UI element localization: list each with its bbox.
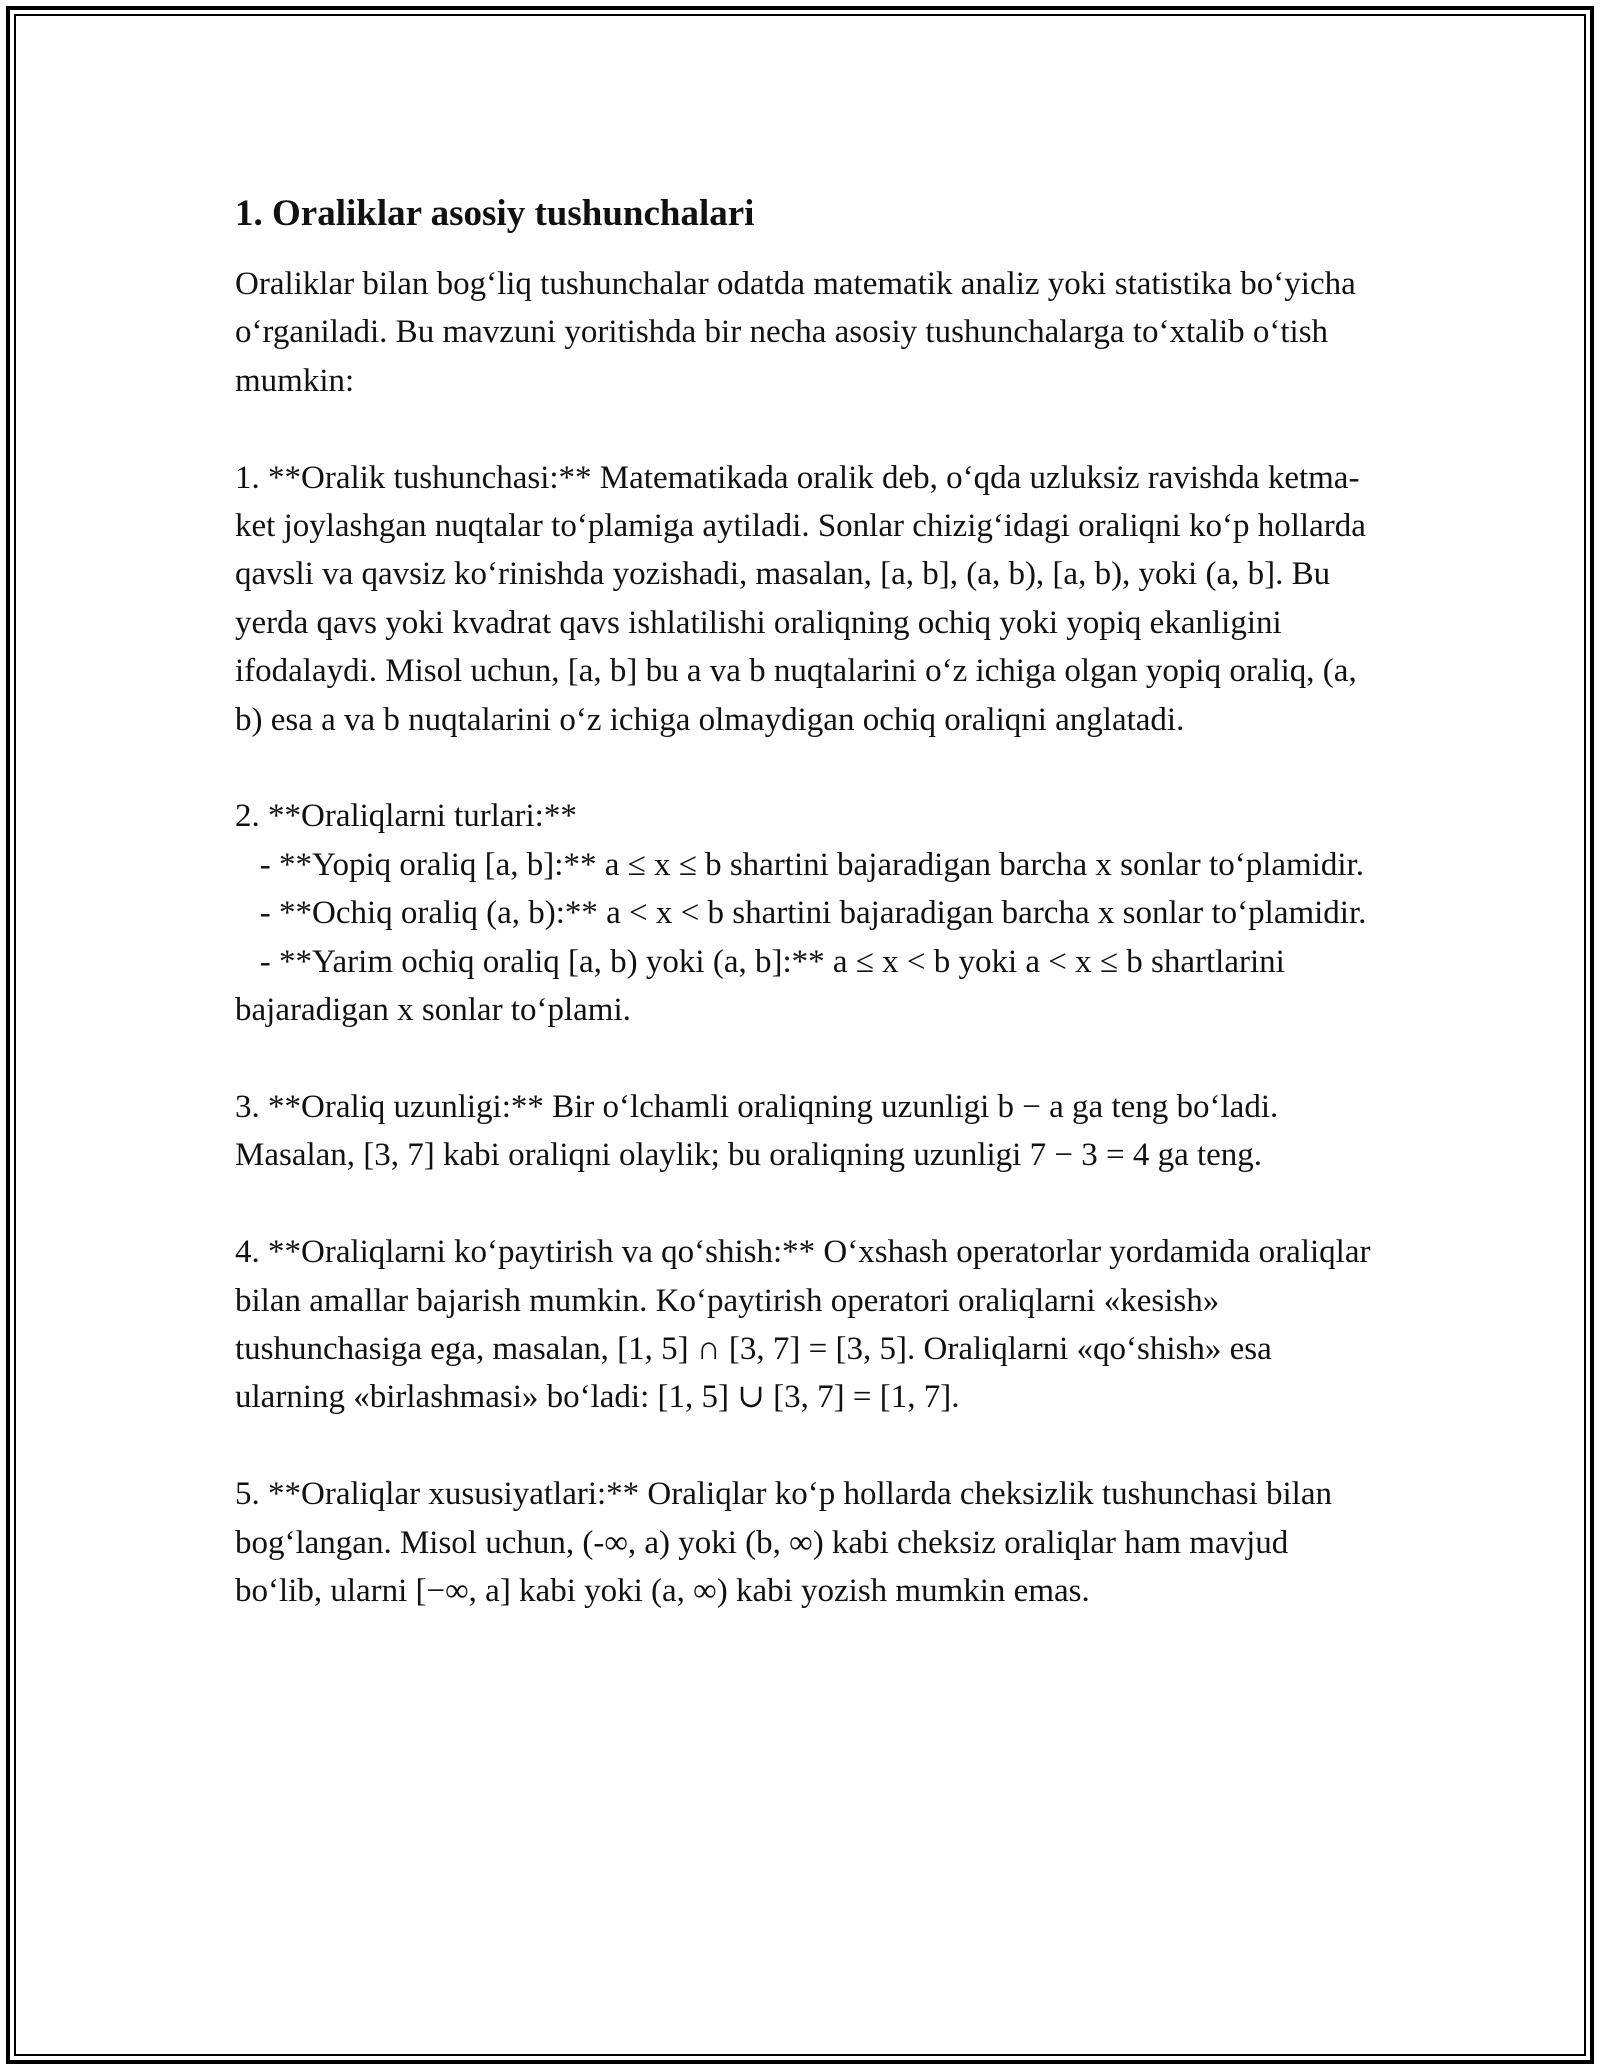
document-content (235, 188, 1375, 1615)
body-text: Oraliklar bilan bog‘liq tushunchalar odatda matematik analiz yoki statistika bo‘yicha o‘rganiladi. Bu mavzuni yoritishda bir necha asosiy tushunchalarga to‘xtalib o‘tish mumkin: 1. **Oralik tushunchasi:** Matematikada oralik deb, o‘qda uzluksiz ravishda ketma-ket joylashgan nuqtalar to‘plamiga aytiladi. Sonlar chizig‘idagi oraliqni ko‘p hollarda qavsli va qavsiz ko‘rinishda yozishadi, masalan, [a, b], (a, b), [a, b), yoki (a, b]. Bu yerda qavs yoki kvadrat qavs ishlatilishi oraliqning ochiq yoki yopiq ekanligini ifodalaydi. Misol uchun, [a, b] bu a va b nuqtalarini o‘z ichiga olgan yopiq oraliq, (a, b) esa a va b nuqtalarini o‘z ichiga olmaydigan ochiq oraliqni anglatadi. 2. **Oraliqlarni turlari:** - **Yopiq oraliq [a, b]:** a ≤ x ≤ b shartini bajaradigan barcha x sonlar to‘plamidir. - **Ochiq oraliq (a, b):** a < x < b shartini bajaradigan barcha x sonlar to‘plamidir. - **Yarim ochiq oraliq [a, b) yoki (a, b]:** a ≤ x < b yoki a < x ≤ b shartlarini bajaradigan x sonlar to‘plami. 3. **Oraliq uzunligi:** Bir o‘lchamli oraliqning uzunligi b − a ga teng bo‘ladi. Masalan, [3, 7] kabi oraliqni olaylik; bu oraliqning uzunligi 7 − 3 = 4 ga teng. 4. **Oraliqlarni ko‘paytirish va qo‘shish:** O‘xshash operatorlar yordamida oraliqlar bilan amallar bajarish mumkin. Ko‘paytirish operatori oraliqlarni «kesish» tushunchasiga ega, masalan, [1, 5] ∩ [3, 7] = [3, 5]. Oraliqlarni «qo‘shish» esa ularning «birlashmasi» bo‘ladi: [1, 5] ∪ [3, 7] = [1, 7]. 5. **Oraliqlar xususiyatlari:** Oraliqlar ko‘p hollarda cheksizlik tushunchasi bilan bog‘langan. Misol uchun, (-∞, a) yoki (b, ∞) kabi cheksiz oraliqlar ham mavjud bo‘lib, ularni [−∞, a] kabi yoki (a, ∞) kabi yozish mumkin emas. (235, 266, 1371, 1609)
section-heading: 1. Oraliklar asosiy tushunchalari (235, 193, 755, 234)
